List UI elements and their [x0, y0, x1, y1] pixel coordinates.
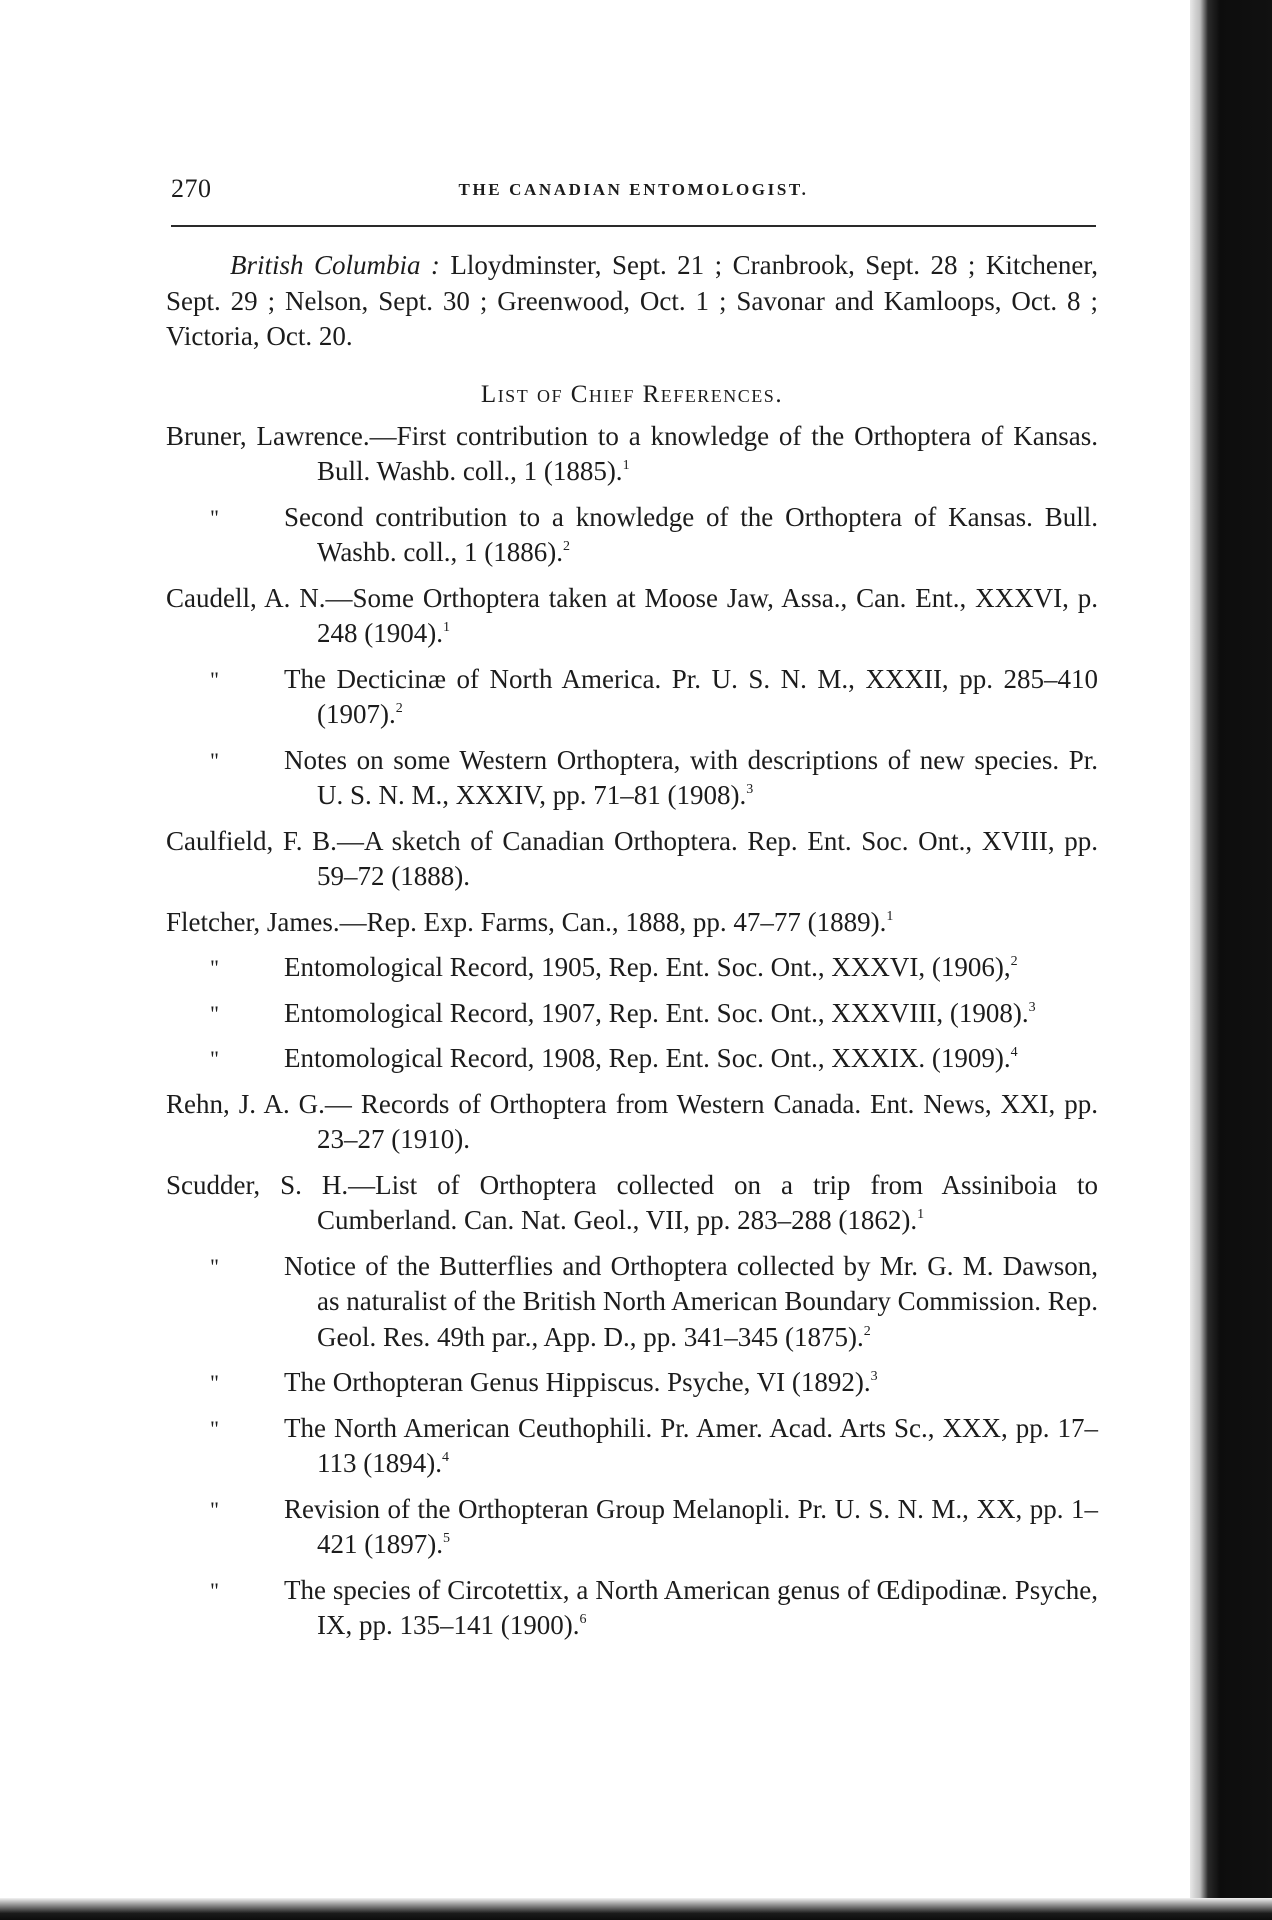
- reference-citation: The Decticinæ of North America. Pr. U. S. N. M., XXXII, pp. 285–410 (1907).: [284, 663, 1098, 729]
- reference-note-marker: 3: [870, 1369, 878, 1384]
- reference-entry: [166, 1492, 1098, 1563]
- locality-list: Lloydminster, Sept. 21 ; Cranbrook, Sept. 28 ; Kitchener, Sept. 29 ; Nelson, Sept. 30 ; Greenwood, Oct. 1 ; Savonar and Kamloops, Oct. 8 ; Victoria, Oct. 20.: [166, 250, 1098, 351]
- reference-note-marker: 2: [1010, 954, 1018, 969]
- reference-entry: [166, 662, 1098, 733]
- ditto-mark: ": [210, 1496, 219, 1522]
- reference-body: [284, 662, 1098, 733]
- ditto-mark: ": [210, 1253, 219, 1279]
- bottom-edge-shadow: [0, 1898, 1272, 1920]
- reference-citation: Entomological Record, 1908, Rep. Ent. Soc. Ont., XXXIX. (1909).: [284, 1043, 1011, 1073]
- region-name: British Columbia :: [230, 250, 440, 280]
- ditto-mark: ": [210, 504, 219, 530]
- ditto-mark: ": [210, 1000, 219, 1026]
- reference-citation: — Records of Orthoptera from Western Canada. Ent. News, XXI, pp. 23–27 (1910).: [317, 1088, 1098, 1154]
- reference-note-marker: 5: [442, 1531, 450, 1546]
- reference-list: [166, 419, 1098, 1644]
- reference-entry: [166, 824, 1098, 895]
- page-edge-shadow: [1190, 0, 1272, 1920]
- header-rule: [171, 225, 1096, 227]
- reference-author: Rehn, J. A. G.: [166, 1088, 325, 1119]
- locality-paragraph: [166, 248, 1098, 355]
- reference-note-marker: 1: [886, 908, 894, 924]
- reference-note-marker: 4: [441, 1450, 449, 1465]
- reference-entry: [166, 419, 1098, 490]
- reference-citation: —A sketch of Canadian Orthoptera. Rep. Ent. Soc. Ont., XVIII, pp. 59–72 (1888).: [317, 825, 1098, 891]
- reference-author: Caudell, A. N.: [166, 582, 326, 613]
- reference-entry: [166, 1168, 1098, 1239]
- reference-citation: The North American Ceuthophili. Pr. Amer. Acad. Arts Sc., XXX, pp. 17–113 (1894).: [284, 1412, 1098, 1478]
- reference-citation: —First contribution to a knowledge of the Orthoptera of Kansas. Bull. Washb. coll., 1 (1885).: [317, 420, 1098, 486]
- reference-body: [166, 581, 1098, 652]
- reference-entry: [166, 581, 1098, 652]
- reference-body: [284, 1365, 1098, 1401]
- reference-body: [284, 1411, 1098, 1482]
- reference-citation: —List of Orthoptera collected on a trip from Assiniboia to Cumberland. Can. Nat. Geol., VII, pp. 283–288 (1862).: [317, 1169, 1098, 1235]
- reference-entry: [166, 905, 1098, 941]
- reference-entry: [166, 500, 1098, 571]
- reference-note-marker: 6: [579, 1612, 587, 1627]
- reference-author: Caulfield, F. B.: [166, 825, 337, 856]
- reference-citation: Notes on some Western Orthoptera, with descriptions of new species. Pr. U. S. N. M., XXXIV, pp. 71–81 (1908).: [284, 744, 1098, 810]
- reference-author: Fletcher, James.: [166, 906, 340, 937]
- reference-body: [284, 1492, 1098, 1563]
- reference-body: [284, 996, 1098, 1032]
- reference-body: [166, 1168, 1098, 1239]
- reference-entry: [166, 1249, 1098, 1356]
- reference-note-marker: 2: [563, 539, 571, 554]
- reference-citation: Entomological Record, 1905, Rep. Ent. Soc. Ont., XXXVI, (1906),: [284, 952, 1011, 982]
- reference-citation: Entomological Record, 1907, Rep. Ent. Soc. Ont., XXXVIII, (1908).: [284, 997, 1029, 1028]
- running-head: [171, 174, 1096, 210]
- reference-note-marker: 1: [442, 620, 450, 635]
- reference-note-marker: 3: [1028, 999, 1036, 1015]
- reference-note-marker: 4: [1010, 1045, 1018, 1060]
- reference-note-marker: 2: [395, 701, 403, 716]
- ditto-mark: ": [210, 955, 219, 980]
- reference-citation: —Some Orthoptera taken at Moose Jaw, Assa., Can. Ent., XXXVI, p. 248 (1904).: [317, 582, 1098, 648]
- reference-citation: The Orthopteran Genus Hippiscus. Psyche, VI (1892).: [284, 1367, 871, 1397]
- reference-body: [284, 1041, 1098, 1077]
- reference-note-marker: 2: [863, 1323, 871, 1339]
- reference-entry: [166, 1087, 1098, 1158]
- reference-citation: Second contribution to a knowledge of the Orthoptera of Kansas. Bull. Washb. coll., 1 (1886).: [284, 501, 1098, 567]
- reference-note-marker: 1: [917, 1207, 925, 1222]
- reference-body: [284, 1249, 1098, 1356]
- references-heading: List of Chief References.: [480, 380, 784, 408]
- ditto-mark: ": [210, 747, 219, 773]
- reference-entry: [166, 996, 1098, 1032]
- reference-body: [284, 500, 1098, 571]
- reference-body: [166, 1087, 1098, 1158]
- ditto-mark: ": [210, 1415, 219, 1441]
- reference-entry: [166, 1573, 1098, 1644]
- reference-body: [284, 743, 1098, 814]
- reference-citation: —Rep. Exp. Farms, Can., 1888, pp. 47–77 (1889).: [339, 906, 887, 937]
- reference-entry: [166, 743, 1098, 814]
- reference-body: [166, 824, 1098, 895]
- reference-author: Bruner, Lawrence.: [166, 420, 370, 451]
- reference-entry: [166, 1365, 1098, 1401]
- ditto-mark: ": [210, 1577, 219, 1603]
- page-number: 270: [171, 174, 212, 203]
- reference-body: [166, 419, 1098, 490]
- ditto-mark: ": [210, 1046, 219, 1071]
- reference-entry: [166, 950, 1098, 986]
- reference-author: Scudder, S. H.: [166, 1169, 349, 1200]
- reference-citation: Notice of the Butterflies and Orthoptera collected by Mr. G. M. Dawson, as naturalist of the British North American Boundary Commission. Rep. Geol. Res. 49th par., App. D., pp. 341–345 (1875).: [284, 1250, 1098, 1352]
- journal-title: THE CANADIAN ENTOMOLOGIST.: [458, 180, 809, 199]
- reference-citation: The species of Circotettix, a North American genus of Œdipodinæ. Psyche, IX, pp. 135–141 (1900).: [284, 1574, 1098, 1640]
- reference-citation: Revision of the Orthopteran Group Melanopli. Pr. U. S. N. M., XX, pp. 1–421 (1897).: [284, 1493, 1098, 1559]
- reference-entry: [166, 1411, 1098, 1482]
- ditto-mark: ": [210, 1370, 219, 1395]
- reference-note-marker: 1: [622, 458, 630, 473]
- reference-body: [284, 1573, 1098, 1644]
- reference-entry: [166, 1041, 1098, 1077]
- page-body: [166, 248, 1098, 1654]
- reference-note-marker: 3: [746, 782, 754, 797]
- reference-body: [166, 905, 1098, 941]
- ditto-mark: ": [210, 666, 219, 692]
- reference-body: [284, 950, 1098, 986]
